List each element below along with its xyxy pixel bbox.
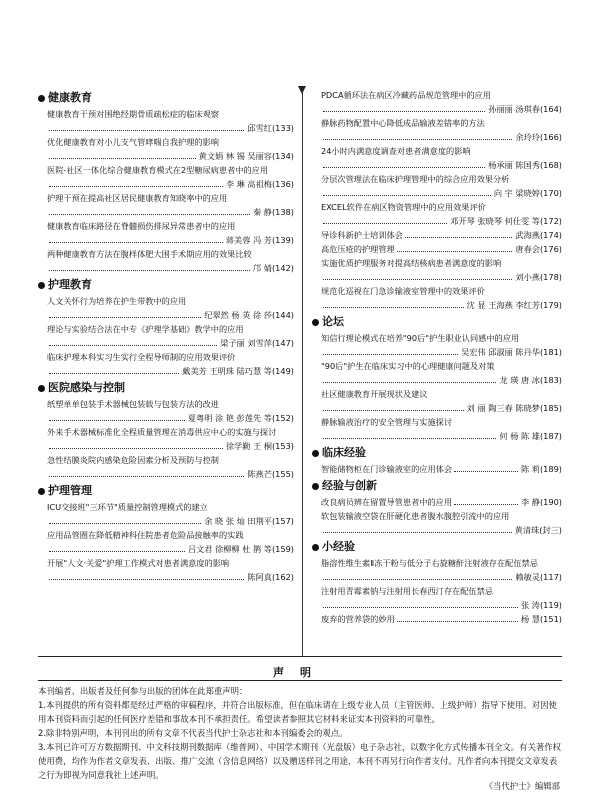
article-title: 24小时内满意度调查对患者满意度的影响: [321, 146, 471, 156]
toc-entry: [38, 219, 294, 247]
article-title: 静脉药物配置中心降低成品输液差错率的方法: [321, 118, 485, 128]
article-title: 应用品管圈在降低精神科住院患者危险品接触率的实践: [47, 530, 244, 540]
author-page: 孙丽丽 汤琪春(164): [488, 104, 562, 114]
dot-leader: [49, 261, 250, 271]
declaration-item: 1.本刊提供的所有资料都是经过严格的审稿程序，并符合出版标准，但在临床请在上级专业人员（主管医师、上级护师）指导下使用。对因使用本刊资料而引起的任何医疗差错和事故本刊不承担责任。希望读者参照其它材料来证实本刊资料的可靠性。: [38, 700, 557, 724]
author-page: 吕文君 徐柳柳 杜 鹊 等(159): [187, 544, 294, 554]
toc-entry: [38, 294, 294, 322]
article-title: 社区健康教育开展现状及建议: [321, 389, 428, 399]
right-column: [312, 88, 562, 626]
toc-entry: [38, 247, 294, 275]
article-title: 高危压疮的护理管理: [321, 244, 395, 254]
dot-leader: [323, 130, 512, 140]
dot-leader: [323, 598, 518, 608]
bullet-icon: [312, 450, 319, 457]
author-page: 邱雪红(133): [247, 123, 294, 133]
author-page: 向 宇 梁晓婷(170): [493, 188, 562, 198]
bullet-icon: [312, 319, 319, 326]
author-page: 张 涛(119): [521, 600, 562, 610]
article-title: 智能储物柜在门诊输液室的应用体会: [321, 464, 453, 474]
toc-entry: [312, 256, 562, 284]
toc-entry: [312, 284, 562, 312]
dot-leader: [323, 298, 464, 308]
author-page: 徐学勤 王 桐(153): [225, 441, 294, 451]
article-title: 规范化巡视在门急诊输液室管理中的效果评价: [321, 286, 485, 296]
article-title: 两种健康教育方法在腹样体肥大围手术期应用的效果比较: [47, 249, 252, 259]
toc-entry: [38, 556, 294, 584]
dot-leader: [323, 186, 491, 196]
bullet-icon: [312, 483, 319, 490]
dot-leader: [323, 373, 496, 383]
toc-entry: [38, 425, 294, 453]
toc-entry: [312, 509, 562, 537]
author-page: 陈 莉(189): [521, 464, 562, 474]
column-divider-arrow: [298, 86, 306, 94]
dot-leader: [323, 523, 512, 533]
dot-leader: [49, 149, 196, 159]
author-page: 梁子丽 刘雪萍(147): [220, 338, 294, 348]
toc-entry: [312, 612, 562, 626]
declaration-title: 声明: [273, 666, 327, 679]
author-page: 何 杨 陈 雄(187): [499, 431, 562, 441]
article-title: 健康教育临床路径在脊髓损伤排尿异常患者中的应用: [47, 221, 236, 231]
bullet-icon: [38, 282, 45, 289]
article-title: 静脉输液治疗的安全管理与实施探讨: [321, 417, 453, 427]
toc-entry: [312, 228, 562, 242]
article-title: 废弃的营养袋的妙用: [321, 614, 395, 624]
editorial-signature: 《当代护士》编辑部: [484, 781, 560, 791]
section-title: 健康教育: [48, 91, 92, 104]
section-title: 护理管理: [48, 484, 92, 497]
dot-leader: [397, 242, 513, 252]
dot-leader: [49, 308, 201, 318]
declaration-top-rule: [38, 656, 562, 657]
toc-entry: [38, 500, 294, 528]
dot-leader: [323, 270, 512, 280]
author-page: 吴宏伟 邱淑丽 陈丹华(181): [461, 347, 562, 357]
dot-leader: [405, 228, 513, 238]
author-page: 黄清珠(封三): [514, 525, 562, 535]
dot-leader: [323, 345, 458, 355]
toc-entry: [38, 191, 294, 219]
toc-entry: [312, 495, 562, 509]
article-title: 实施优质护理服务对提高结核病患者满意度的影响: [321, 258, 502, 268]
toc-entry: [312, 387, 562, 415]
article-title: 健康教育干预对围绝经期骨质疏松症的临床观察: [47, 109, 219, 119]
toc-entry: [312, 584, 562, 612]
dot-leader: [323, 401, 464, 411]
section-title: 临床经验: [322, 446, 366, 459]
dot-leader: [323, 570, 512, 580]
dot-leader: [49, 570, 244, 580]
author-page: 秦 静(138): [253, 207, 294, 217]
toc-entry: [312, 331, 562, 359]
article-title: EXCEL软件在病区物资管理中的应用效果评价: [321, 202, 486, 212]
article-title: 优化健康教育对小儿支气管哮喘自我护理的影响: [47, 137, 219, 147]
author-page: 夏粤明 涂 艳 彭莲先 等(152): [187, 413, 294, 423]
dot-leader: [323, 429, 496, 439]
toc-entry: [312, 116, 562, 144]
dot-leader: [323, 214, 447, 224]
section-heading: [38, 278, 294, 292]
dot-leader: [49, 177, 223, 187]
toc-entry: [38, 322, 294, 350]
article-title: 开展"人文·关爱"护理工作模式对患者满意度的影响: [47, 558, 230, 568]
article-title: 分层次管理法在临床护理管理中的综合应用效果分析: [321, 174, 510, 184]
toc-entry: [38, 453, 294, 481]
author-page: 李 琳 高祖梅(136): [225, 179, 294, 189]
dot-leader: [49, 233, 223, 243]
dot-leader: [49, 439, 223, 449]
toc-entry: [312, 415, 562, 443]
author-page: 余 晓 张 灿 田荆平(157): [204, 516, 294, 526]
dot-leader: [454, 462, 518, 472]
dot-leader: [323, 102, 485, 112]
section-heading: [38, 484, 294, 498]
article-title: 导诊科新护士培训体会: [321, 230, 403, 240]
article-title: 临床护理本科实习生实行全程导师制的应用效果评价: [47, 352, 236, 362]
toc-entry: [38, 350, 294, 378]
section-title: 小经验: [322, 540, 355, 553]
section-heading: [312, 540, 562, 554]
toc-entry: [312, 556, 562, 584]
section-heading: [38, 91, 294, 105]
dot-leader: [323, 158, 485, 168]
author-page: 沈 显 王海燕 李红芳(179): [466, 300, 562, 310]
dot-leader: [49, 411, 185, 421]
article-title: "90后"护生在临床实习中的心理健康问题及对策: [321, 361, 495, 371]
article-title: 知信行理论模式在培养"90后"护生职业认同感中的应用: [321, 333, 520, 343]
dot-leader: [49, 514, 201, 524]
toc-entry: [312, 242, 562, 256]
left-column: [38, 88, 294, 584]
toc-entry: [38, 163, 294, 191]
toc-entry: [312, 359, 562, 387]
section-title: 护理教育: [48, 278, 92, 291]
column-divider: [302, 86, 303, 656]
dot-leader: [49, 336, 217, 346]
article-title: 急性结膜炎院内感染危险因素分析及预防与控制: [47, 455, 219, 465]
author-page: 蒋美蓉 冯 芳(139): [225, 235, 294, 245]
article-title: 改良病员辨在留置导管患者中的应用: [321, 497, 453, 507]
declaration-item: 2.除非特别声明，本刊刊出的所有文章不代表当代护士杂志社和本刊编委会的观点。: [38, 728, 348, 738]
author-page: 黄文娟 林 锡 吴丽容(134): [198, 151, 294, 161]
author-page: 戴美芳 王明珠 陆巧慧 等(149): [182, 366, 294, 376]
section-title: 经验与创新: [322, 479, 377, 492]
toc-entry: [312, 88, 562, 116]
author-page: 邝 婧(142): [253, 263, 294, 273]
author-page: 武海燕(174): [515, 230, 562, 240]
article-title: 纸塑单单包装手术器械包装载与包装方法的改进: [47, 399, 219, 409]
author-page: 刘 丽 陶三春 陈晓梦(185): [466, 403, 562, 413]
toc-entry: [312, 200, 562, 228]
section-title: 论坛: [322, 315, 344, 328]
bullet-icon: [38, 95, 45, 102]
author-page: 陈燕芒(155): [247, 469, 294, 479]
article-title: 软包装输液空袋在肝硬化患者腹水腹腔引流中的应用: [321, 511, 510, 521]
dot-leader: [49, 205, 250, 215]
dot-leader: [397, 612, 518, 622]
article-title: 人文关怀行为培养在护生带教中的应用: [47, 296, 187, 306]
declaration-item: 3.本刊已许可万方数据期刊、中文科技期刊数据库（维普网）、中国学术期刊（光盘版）电子杂志社，以数字化方式传播本刊全文。有关著作权使用费，均作为作者文章发表、出版、推广交流（含信息网络）以及赠送样刊之用途，本刊不再另行向作者支付。凡作者向本刊提交文章发表之行为即视为同意我社上述声明。: [38, 742, 562, 780]
author-page: 杨承丽 陈国秀(168): [488, 160, 562, 170]
article-title: 脂溶性维生素Ⅱ冻干粉与低分子右旋糖酐注射液存在配伍禁忌: [321, 558, 538, 568]
section-heading: [38, 381, 294, 395]
article-title: 理论与实验结合法在中专《护理学基础》教学中的应用: [47, 324, 244, 334]
author-page: 刘小燕(178): [515, 272, 562, 282]
author-page: 纪翠然 杨 英 徐 莎(144): [204, 310, 294, 320]
section-title: 医院感染与控制: [48, 381, 125, 394]
toc-entry: [38, 397, 294, 425]
author-page: 余玲玲(166): [515, 132, 562, 142]
declaration-intro: 本刊编者、出版者及任何参与出版的团体在此郑重声明：: [38, 686, 248, 696]
bullet-icon: [312, 544, 319, 551]
author-page: 唐春会(176): [515, 244, 562, 254]
dot-leader: [49, 542, 185, 552]
dot-leader: [49, 364, 179, 374]
dot-leader: [454, 495, 518, 505]
toc-entry: [312, 462, 562, 476]
author-page: 陈阿真(162): [247, 572, 294, 582]
toc-entry: [38, 107, 294, 135]
article-title: 医院-社区一体化综合健康教育模式在2型糖尿病患者中的应用: [47, 165, 269, 175]
toc-entry: [38, 135, 294, 163]
toc-entry: [312, 144, 562, 172]
bullet-icon: [38, 488, 45, 495]
section-heading: [312, 315, 562, 329]
toc-entry: [312, 172, 562, 200]
declaration-title-rule: [38, 680, 562, 681]
article-title: 注射用青霉素钠与注射用长春西汀存在配伍禁忌: [321, 586, 493, 596]
section-heading: [312, 479, 562, 493]
article-title: 护理干预在提高社区居民健康教育知晓率中的应用: [47, 193, 228, 203]
article-title: ICU交接班"三环节"质量控制管理模式的建立: [47, 502, 208, 512]
article-title: PDCA循环法在病区冷藏药品规范管理中的应用: [321, 90, 491, 100]
dot-leader: [49, 467, 244, 477]
author-page: 赖敏灵(117): [515, 572, 562, 582]
declaration-body: [38, 684, 562, 782]
author-page: 龙 瑛 唐 冰(183): [499, 375, 562, 385]
bullet-icon: [38, 385, 45, 392]
author-page: 李 静(190): [521, 497, 562, 507]
toc-entry: [38, 528, 294, 556]
author-page: 邓开琴 张晓琴 何仕雯 等(172): [450, 216, 562, 226]
dot-leader: [49, 121, 244, 131]
section-heading: [312, 446, 562, 460]
author-page: 杨 慧(151): [521, 614, 562, 624]
article-title: 外来手术器械标准化全程质量管理在消毒供应中心的实施与探讨: [47, 427, 277, 437]
